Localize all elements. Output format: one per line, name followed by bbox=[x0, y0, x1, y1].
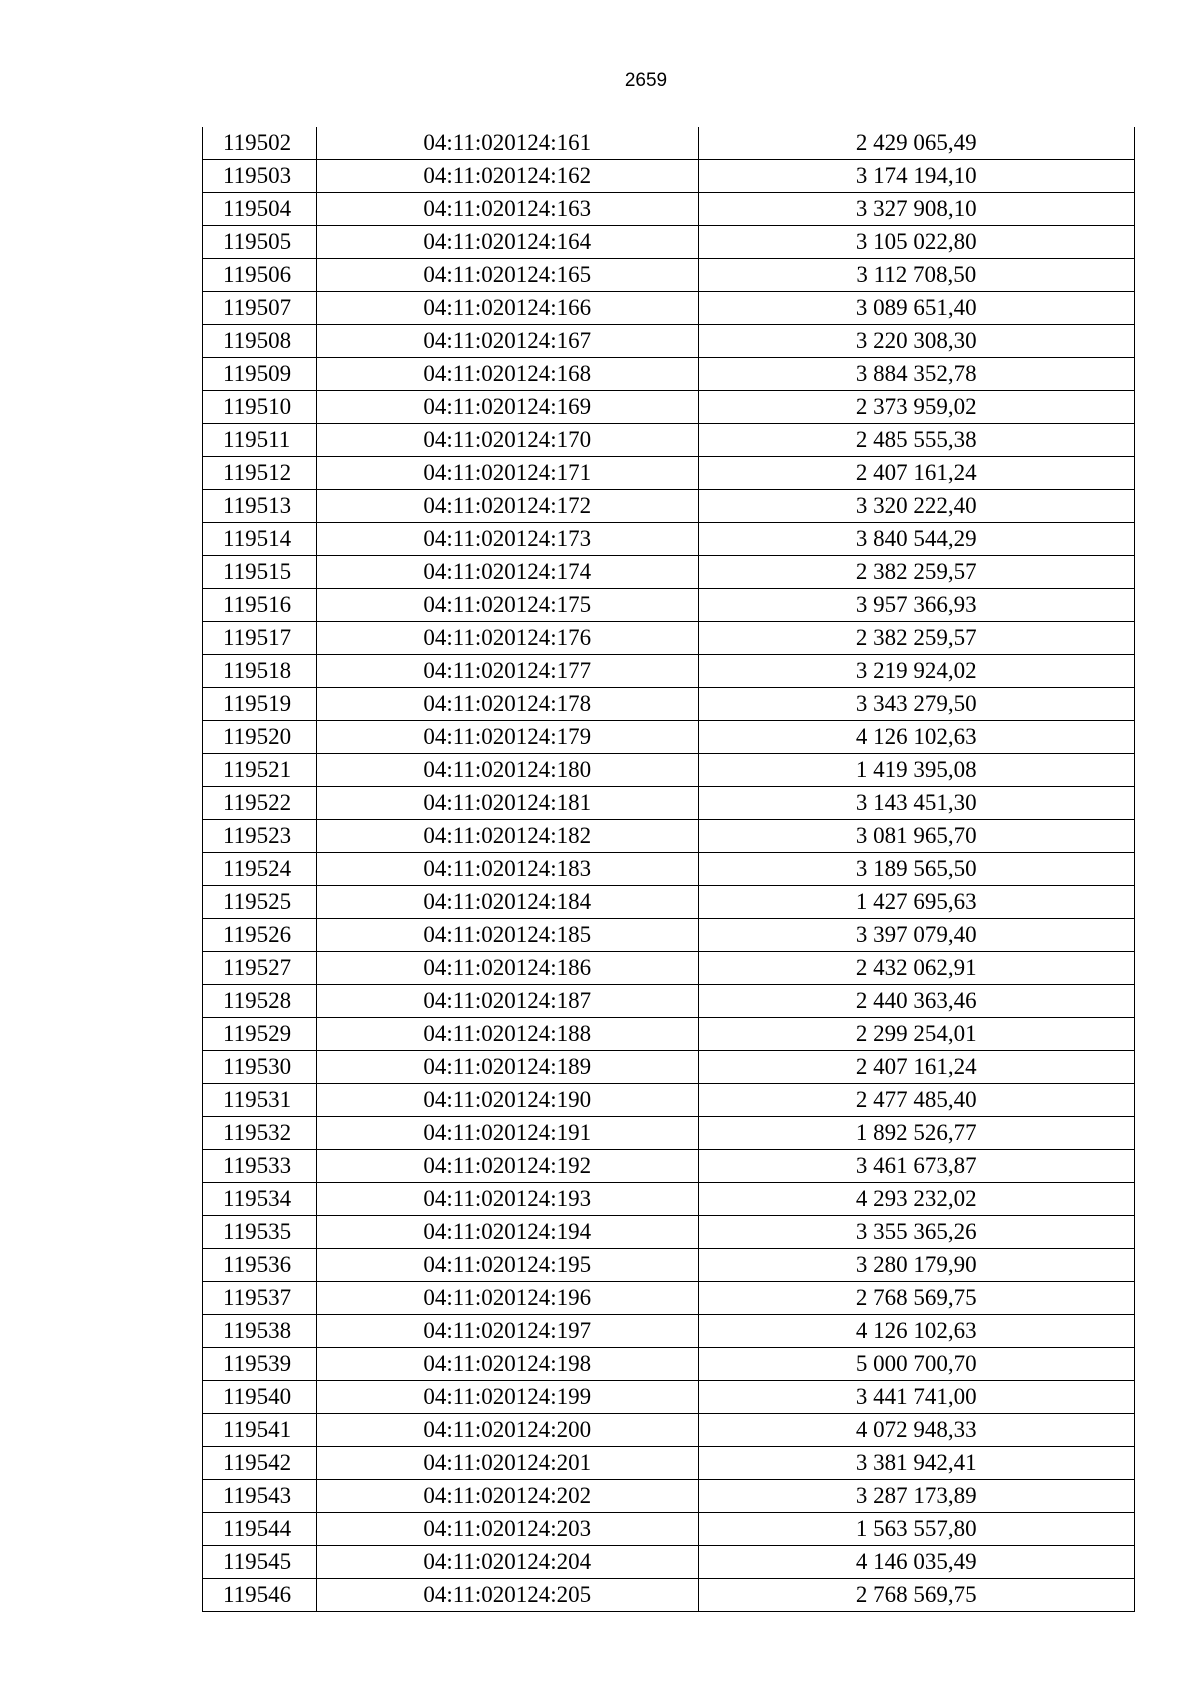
value-cell: 4 126 102,63 bbox=[698, 721, 1134, 754]
registry-table bbox=[202, 127, 1135, 1612]
table-row bbox=[203, 1513, 1135, 1546]
cadastral-number-cell: 04:11:020124:201 bbox=[316, 1447, 698, 1480]
cadastral-number-cell: 04:11:020124:167 bbox=[316, 325, 698, 358]
table-row bbox=[203, 721, 1135, 754]
row-number-cell: 119503 bbox=[203, 160, 317, 193]
value-cell: 3 089 651,40 bbox=[698, 292, 1134, 325]
row-number-cell: 119538 bbox=[203, 1315, 317, 1348]
row-number-cell: 119540 bbox=[203, 1381, 317, 1414]
row-number-cell: 119533 bbox=[203, 1150, 317, 1183]
value-cell: 3 219 924,02 bbox=[698, 655, 1134, 688]
value-cell: 3 143 451,30 bbox=[698, 787, 1134, 820]
value-cell: 2 299 254,01 bbox=[698, 1018, 1134, 1051]
value-cell: 2 768 569,75 bbox=[698, 1579, 1134, 1612]
table-row bbox=[203, 820, 1135, 853]
row-number-cell: 119543 bbox=[203, 1480, 317, 1513]
value-cell: 2 382 259,57 bbox=[698, 556, 1134, 589]
value-cell: 3 105 022,80 bbox=[698, 226, 1134, 259]
table-row bbox=[203, 1315, 1135, 1348]
cadastral-number-cell: 04:11:020124:205 bbox=[316, 1579, 698, 1612]
value-cell: 1 892 526,77 bbox=[698, 1117, 1134, 1150]
row-number-cell: 119517 bbox=[203, 622, 317, 655]
row-number-cell: 119541 bbox=[203, 1414, 317, 1447]
table-row bbox=[203, 853, 1135, 886]
value-cell: 2 429 065,49 bbox=[698, 127, 1134, 160]
cadastral-number-cell: 04:11:020124:170 bbox=[316, 424, 698, 457]
cadastral-number-cell: 04:11:020124:175 bbox=[316, 589, 698, 622]
table-row bbox=[203, 688, 1135, 721]
cadastral-number-cell: 04:11:020124:193 bbox=[316, 1183, 698, 1216]
table-row bbox=[203, 1117, 1135, 1150]
value-cell: 3 327 908,10 bbox=[698, 193, 1134, 226]
cadastral-number-cell: 04:11:020124:181 bbox=[316, 787, 698, 820]
cadastral-number-cell: 04:11:020124:165 bbox=[316, 259, 698, 292]
value-cell: 3 287 173,89 bbox=[698, 1480, 1134, 1513]
value-cell: 2 477 485,40 bbox=[698, 1084, 1134, 1117]
table-row bbox=[203, 622, 1135, 655]
table-row bbox=[203, 1249, 1135, 1282]
row-number-cell: 119505 bbox=[203, 226, 317, 259]
table-row bbox=[203, 127, 1135, 160]
row-number-cell: 119531 bbox=[203, 1084, 317, 1117]
value-cell: 2 407 161,24 bbox=[698, 1051, 1134, 1084]
cadastral-number-cell: 04:11:020124:163 bbox=[316, 193, 698, 226]
value-cell: 3 355 365,26 bbox=[698, 1216, 1134, 1249]
cadastral-number-cell: 04:11:020124:200 bbox=[316, 1414, 698, 1447]
row-number-cell: 119529 bbox=[203, 1018, 317, 1051]
row-number-cell: 119532 bbox=[203, 1117, 317, 1150]
table-row bbox=[203, 226, 1135, 259]
value-cell: 2 768 569,75 bbox=[698, 1282, 1134, 1315]
cadastral-number-cell: 04:11:020124:203 bbox=[316, 1513, 698, 1546]
cadastral-number-cell: 04:11:020124:176 bbox=[316, 622, 698, 655]
row-number-cell: 119537 bbox=[203, 1282, 317, 1315]
cadastral-number-cell: 04:11:020124:171 bbox=[316, 457, 698, 490]
table-row bbox=[203, 1579, 1135, 1612]
cadastral-number-cell: 04:11:020124:197 bbox=[316, 1315, 698, 1348]
row-number-cell: 119536 bbox=[203, 1249, 317, 1282]
cadastral-number-cell: 04:11:020124:199 bbox=[316, 1381, 698, 1414]
cadastral-number-cell: 04:11:020124:188 bbox=[316, 1018, 698, 1051]
cadastral-number-cell: 04:11:020124:196 bbox=[316, 1282, 698, 1315]
value-cell: 3 220 308,30 bbox=[698, 325, 1134, 358]
value-cell: 3 112 708,50 bbox=[698, 259, 1134, 292]
value-cell: 2 407 161,24 bbox=[698, 457, 1134, 490]
table-row bbox=[203, 1051, 1135, 1084]
row-number-cell: 119542 bbox=[203, 1447, 317, 1480]
value-cell: 3 381 942,41 bbox=[698, 1447, 1134, 1480]
value-cell: 3 461 673,87 bbox=[698, 1150, 1134, 1183]
cadastral-number-cell: 04:11:020124:202 bbox=[316, 1480, 698, 1513]
table-row bbox=[203, 655, 1135, 688]
cadastral-number-cell: 04:11:020124:169 bbox=[316, 391, 698, 424]
cadastral-number-cell: 04:11:020124:162 bbox=[316, 160, 698, 193]
value-cell: 3 884 352,78 bbox=[698, 358, 1134, 391]
value-cell: 3 174 194,10 bbox=[698, 160, 1134, 193]
row-number-cell: 119521 bbox=[203, 754, 317, 787]
row-number-cell: 119545 bbox=[203, 1546, 317, 1579]
row-number-cell: 119523 bbox=[203, 820, 317, 853]
row-number-cell: 119527 bbox=[203, 952, 317, 985]
cadastral-number-cell: 04:11:020124:161 bbox=[316, 127, 698, 160]
table-row bbox=[203, 1414, 1135, 1447]
cadastral-number-cell: 04:11:020124:177 bbox=[316, 655, 698, 688]
cadastral-number-cell: 04:11:020124:204 bbox=[316, 1546, 698, 1579]
row-number-cell: 119520 bbox=[203, 721, 317, 754]
cadastral-number-cell: 04:11:020124:194 bbox=[316, 1216, 698, 1249]
table-row bbox=[203, 1216, 1135, 1249]
value-cell: 2 382 259,57 bbox=[698, 622, 1134, 655]
row-number-cell: 119513 bbox=[203, 490, 317, 523]
value-cell: 3 280 179,90 bbox=[698, 1249, 1134, 1282]
value-cell: 3 081 965,70 bbox=[698, 820, 1134, 853]
value-cell: 1 427 695,63 bbox=[698, 886, 1134, 919]
cadastral-number-cell: 04:11:020124:198 bbox=[316, 1348, 698, 1381]
table-row bbox=[203, 919, 1135, 952]
cadastral-number-cell: 04:11:020124:183 bbox=[316, 853, 698, 886]
row-number-cell: 119508 bbox=[203, 325, 317, 358]
value-cell: 4 126 102,63 bbox=[698, 1315, 1134, 1348]
cadastral-number-cell: 04:11:020124:189 bbox=[316, 1051, 698, 1084]
table-row bbox=[203, 358, 1135, 391]
cadastral-number-cell: 04:11:020124:164 bbox=[316, 226, 698, 259]
table-row bbox=[203, 292, 1135, 325]
table-row bbox=[203, 259, 1135, 292]
value-cell: 3 189 565,50 bbox=[698, 853, 1134, 886]
row-number-cell: 119528 bbox=[203, 985, 317, 1018]
cadastral-number-cell: 04:11:020124:187 bbox=[316, 985, 698, 1018]
cadastral-number-cell: 04:11:020124:184 bbox=[316, 886, 698, 919]
row-number-cell: 119534 bbox=[203, 1183, 317, 1216]
value-cell: 4 072 948,33 bbox=[698, 1414, 1134, 1447]
table-row bbox=[203, 424, 1135, 457]
table-row bbox=[203, 589, 1135, 622]
cadastral-number-cell: 04:11:020124:166 bbox=[316, 292, 698, 325]
table-row bbox=[203, 391, 1135, 424]
table-row bbox=[203, 1348, 1135, 1381]
table-row bbox=[203, 1546, 1135, 1579]
row-number-cell: 119539 bbox=[203, 1348, 317, 1381]
value-cell: 1 563 557,80 bbox=[698, 1513, 1134, 1546]
table-row bbox=[203, 1018, 1135, 1051]
cadastral-number-cell: 04:11:020124:195 bbox=[316, 1249, 698, 1282]
cadastral-number-cell: 04:11:020124:192 bbox=[316, 1150, 698, 1183]
cadastral-number-cell: 04:11:020124:190 bbox=[316, 1084, 698, 1117]
value-cell: 3 320 222,40 bbox=[698, 490, 1134, 523]
table-row bbox=[203, 754, 1135, 787]
table-row bbox=[203, 1183, 1135, 1216]
table-row bbox=[203, 160, 1135, 193]
value-cell: 2 432 062,91 bbox=[698, 952, 1134, 985]
table-row bbox=[203, 1150, 1135, 1183]
table-row bbox=[203, 325, 1135, 358]
table-row bbox=[203, 457, 1135, 490]
value-cell: 3 441 741,00 bbox=[698, 1381, 1134, 1414]
value-cell: 4 293 232,02 bbox=[698, 1183, 1134, 1216]
row-number-cell: 119514 bbox=[203, 523, 317, 556]
table-row bbox=[203, 1084, 1135, 1117]
cadastral-number-cell: 04:11:020124:172 bbox=[316, 490, 698, 523]
cadastral-number-cell: 04:11:020124:186 bbox=[316, 952, 698, 985]
table-row bbox=[203, 490, 1135, 523]
row-number-cell: 119506 bbox=[203, 259, 317, 292]
row-number-cell: 119510 bbox=[203, 391, 317, 424]
registry-table-body bbox=[203, 127, 1135, 1612]
row-number-cell: 119511 bbox=[203, 424, 317, 457]
row-number-cell: 119522 bbox=[203, 787, 317, 820]
table-row bbox=[203, 985, 1135, 1018]
cadastral-number-cell: 04:11:020124:174 bbox=[316, 556, 698, 589]
value-cell: 5 000 700,70 bbox=[698, 1348, 1134, 1381]
cadastral-number-cell: 04:11:020124:182 bbox=[316, 820, 698, 853]
value-cell: 3 957 366,93 bbox=[698, 589, 1134, 622]
row-number-cell: 119544 bbox=[203, 1513, 317, 1546]
table-row bbox=[203, 193, 1135, 226]
row-number-cell: 119502 bbox=[203, 127, 317, 160]
value-cell: 1 419 395,08 bbox=[698, 754, 1134, 787]
row-number-cell: 119504 bbox=[203, 193, 317, 226]
value-cell: 3 397 079,40 bbox=[698, 919, 1134, 952]
value-cell: 2 373 959,02 bbox=[698, 391, 1134, 424]
table-row bbox=[203, 952, 1135, 985]
cadastral-number-cell: 04:11:020124:185 bbox=[316, 919, 698, 952]
table-row bbox=[203, 556, 1135, 589]
cadastral-number-cell: 04:11:020124:173 bbox=[316, 523, 698, 556]
value-cell: 3 840 544,29 bbox=[698, 523, 1134, 556]
row-number-cell: 119524 bbox=[203, 853, 317, 886]
value-cell: 4 146 035,49 bbox=[698, 1546, 1134, 1579]
row-number-cell: 119519 bbox=[203, 688, 317, 721]
cadastral-number-cell: 04:11:020124:191 bbox=[316, 1117, 698, 1150]
cadastral-number-cell: 04:11:020124:180 bbox=[316, 754, 698, 787]
cadastral-number-cell: 04:11:020124:179 bbox=[316, 721, 698, 754]
row-number-cell: 119525 bbox=[203, 886, 317, 919]
table-row bbox=[203, 1381, 1135, 1414]
table-row bbox=[203, 523, 1135, 556]
row-number-cell: 119509 bbox=[203, 358, 317, 391]
row-number-cell: 119535 bbox=[203, 1216, 317, 1249]
cadastral-number-cell: 04:11:020124:178 bbox=[316, 688, 698, 721]
table-row bbox=[203, 787, 1135, 820]
table-row bbox=[203, 1447, 1135, 1480]
table-row bbox=[203, 886, 1135, 919]
row-number-cell: 119516 bbox=[203, 589, 317, 622]
row-number-cell: 119507 bbox=[203, 292, 317, 325]
value-cell: 2 485 555,38 bbox=[698, 424, 1134, 457]
value-cell: 2 440 363,46 bbox=[698, 985, 1134, 1018]
row-number-cell: 119526 bbox=[203, 919, 317, 952]
table-row bbox=[203, 1480, 1135, 1513]
row-number-cell: 119518 bbox=[203, 655, 317, 688]
page-number: 2659 bbox=[624, 70, 668, 91]
row-number-cell: 119530 bbox=[203, 1051, 317, 1084]
cadastral-number-cell: 04:11:020124:168 bbox=[316, 358, 698, 391]
row-number-cell: 119546 bbox=[203, 1579, 317, 1612]
row-number-cell: 119515 bbox=[203, 556, 317, 589]
row-number-cell: 119512 bbox=[203, 457, 317, 490]
table-row bbox=[203, 1282, 1135, 1315]
value-cell: 3 343 279,50 bbox=[698, 688, 1134, 721]
